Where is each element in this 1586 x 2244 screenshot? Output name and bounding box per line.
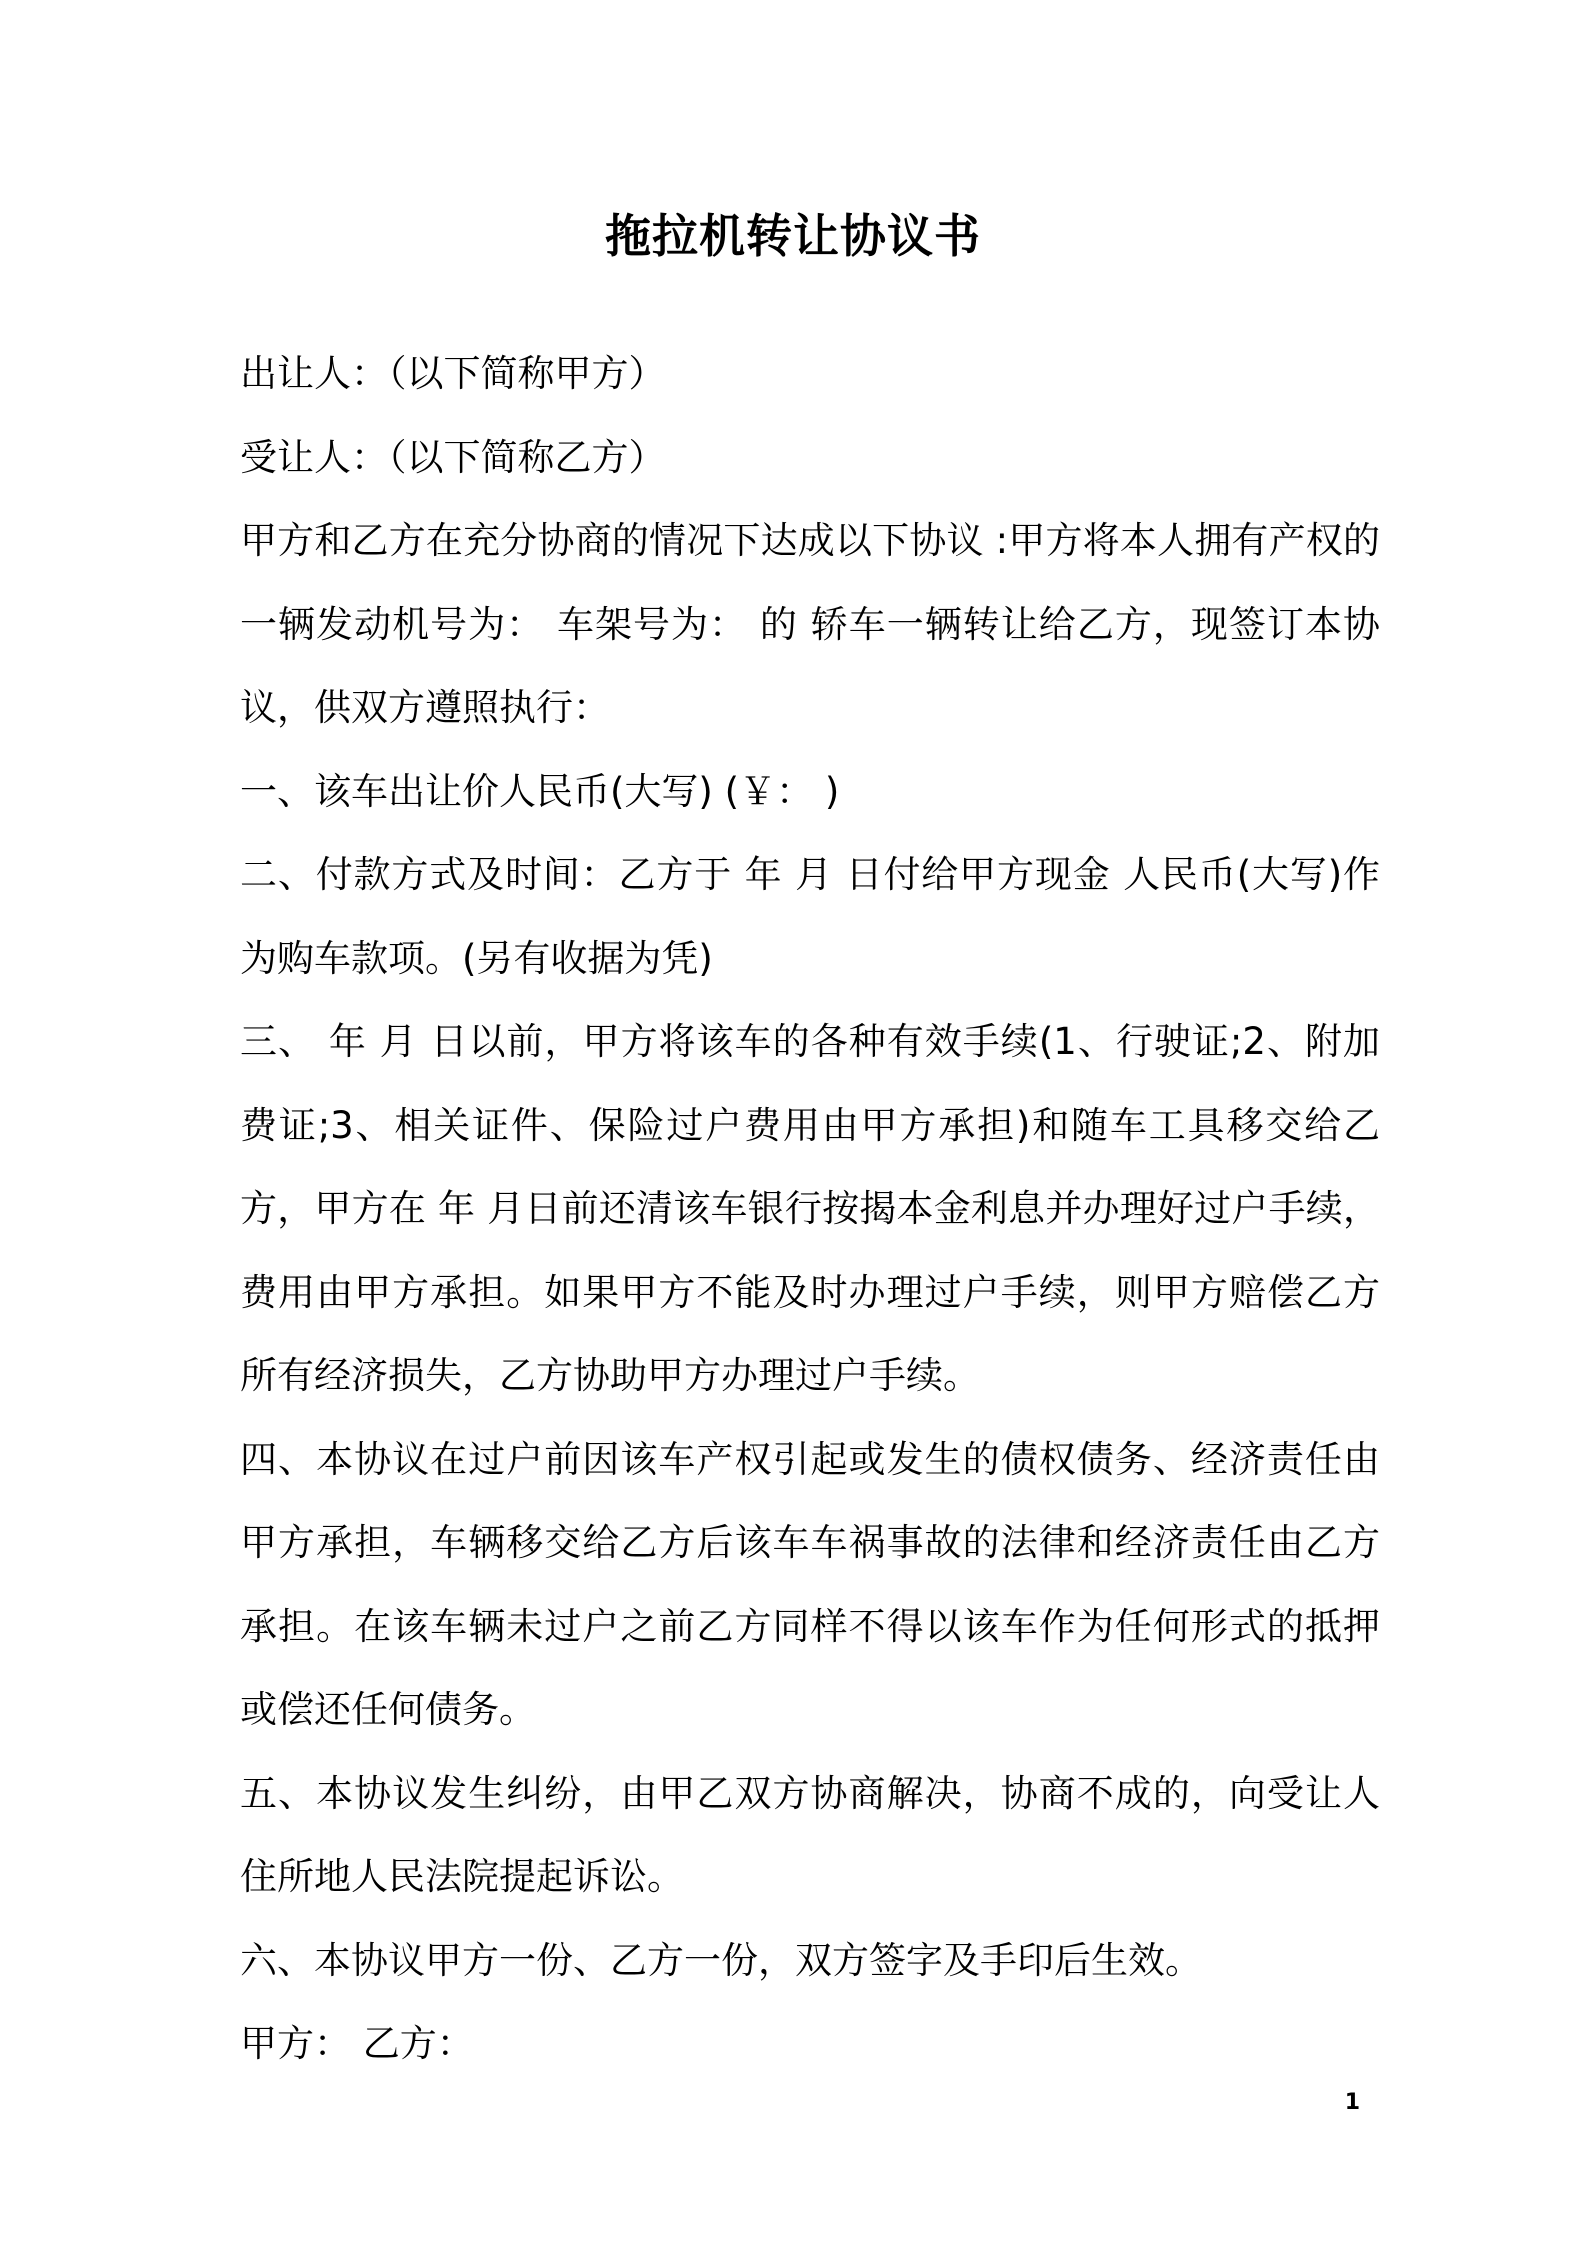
clause-5-dispute: 五、本协议发生纠纷，由甲乙双方协商解决，协商不成的，向受让人住所地人民法院提起诉讼。	[240, 1771, 1380, 1898]
clause-3-handover: 三、 年 月 日以前，甲方将该车的各种有效手续(1、行驶证;2、附加费证;3、相关证件、保险过户费用由甲方承担)和随车工具移交给乙方，甲方在 年 月日前还清该车银行按揭本金利息并办理好过户手续，费用由甲方承担。如果甲方不能及时办理过户手续，则甲方赔偿乙方所有经济损失，乙方协助甲方办理过户手续。	[240, 1020, 1380, 1397]
page-number: 1	[1344, 2090, 1360, 2115]
clause-1-price: 一、该车出让价人民币(大写) (￥： )	[240, 769, 840, 813]
buyer-line: 受让人：（以下简称乙方）	[240, 435, 666, 479]
document-body	[240, 332, 1380, 2086]
agreement-intro-paragraph: 甲方和乙方在充分协商的情况下达成以下协议 :甲方将本人拥有产权的一辆发动机号为： 车架号为： 的 轿车一辆转让给乙方，现签订本协议，供双方遵照执行：	[240, 519, 1380, 729]
clause-6-effect: 六、本协议甲方一份、乙方一份，双方签字及手印后生效。	[240, 1938, 1202, 1982]
signature-line: 甲方： 乙方：	[240, 2022, 474, 2065]
seller-line: 出让人：（以下简称甲方）	[240, 352, 666, 395]
clause-2-payment: 二、付款方式及时间：乙方于 年 月 日付给甲方现金 人民币(大写)作为购车款项。(另有收据为凭)	[240, 853, 1380, 980]
clause-4-liability: 四、本协议在过户前因该车产权引起或发生的债权债务、经济责任由甲方承担，车辆移交给乙方后该车车祸事故的法律和经济责任由乙方承担。在该车辆未过户之前乙方同样不得以该车作为任何形式的抵押或偿还任何债务。	[240, 1437, 1380, 1731]
document-title: 拖拉机转让协议书	[605, 209, 981, 263]
